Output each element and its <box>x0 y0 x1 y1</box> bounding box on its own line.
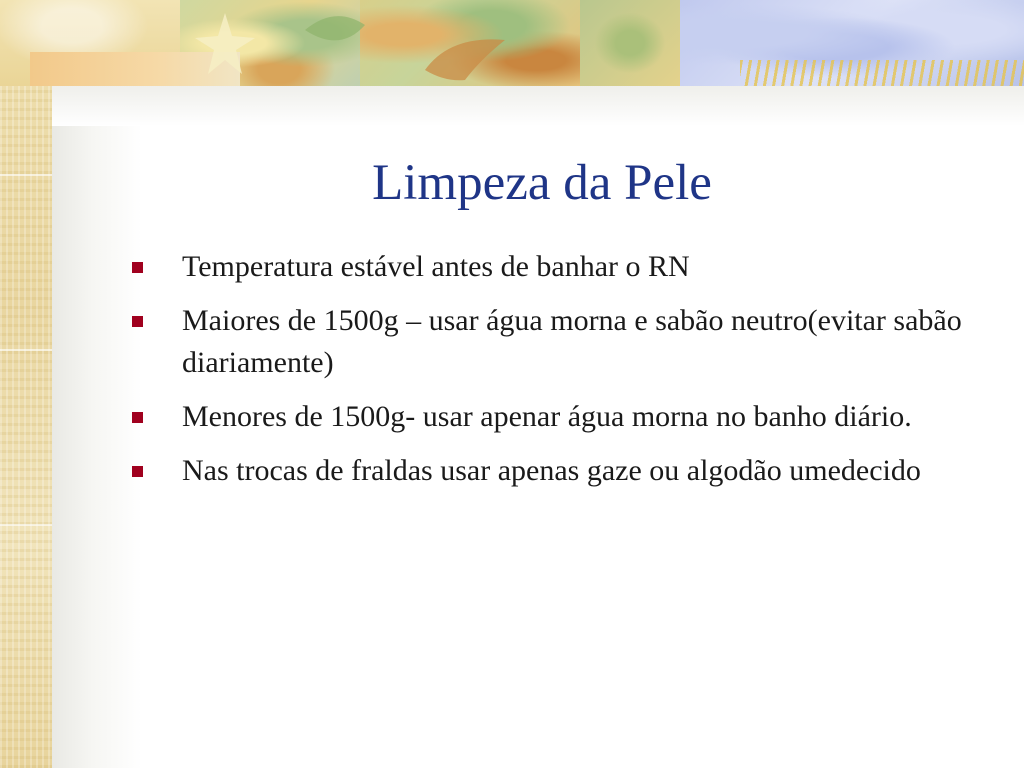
bullet-text: Menores de 1500g- usar apenar água morna no banho diário. <box>182 400 912 433</box>
bullet-text: Nas trocas de fraldas usar apenas gaze ou algodão umedecido <box>182 454 921 487</box>
bullet-list <box>130 246 1010 504</box>
bullet-square-icon <box>132 412 143 423</box>
leaf-icon <box>300 5 370 55</box>
bullet-square-icon <box>132 466 143 477</box>
bullet-item <box>130 450 1010 492</box>
bullet-item <box>130 300 1010 384</box>
decorative-grass <box>740 60 1024 86</box>
bullet-item <box>130 396 1010 438</box>
leaf-icon <box>420 30 510 86</box>
decorative-header-band <box>0 0 1024 86</box>
decorative-left-strip <box>0 0 52 768</box>
bullet-square-icon <box>132 262 143 273</box>
leaf-icon <box>190 8 260 78</box>
bullet-item <box>130 246 1010 288</box>
slide-title: Limpeza da Pele <box>372 155 712 211</box>
decorative-tile <box>580 0 680 86</box>
bullet-square-icon <box>132 316 143 327</box>
decorative-band-shadow <box>52 86 1024 126</box>
decorative-left-shadow <box>52 86 142 768</box>
bullet-text: Maiores de 1500g – usar água morna e sabão neutro(evitar sabão diariamente) <box>182 304 962 379</box>
bullet-text: Temperatura estável antes de banhar o RN <box>182 250 690 283</box>
